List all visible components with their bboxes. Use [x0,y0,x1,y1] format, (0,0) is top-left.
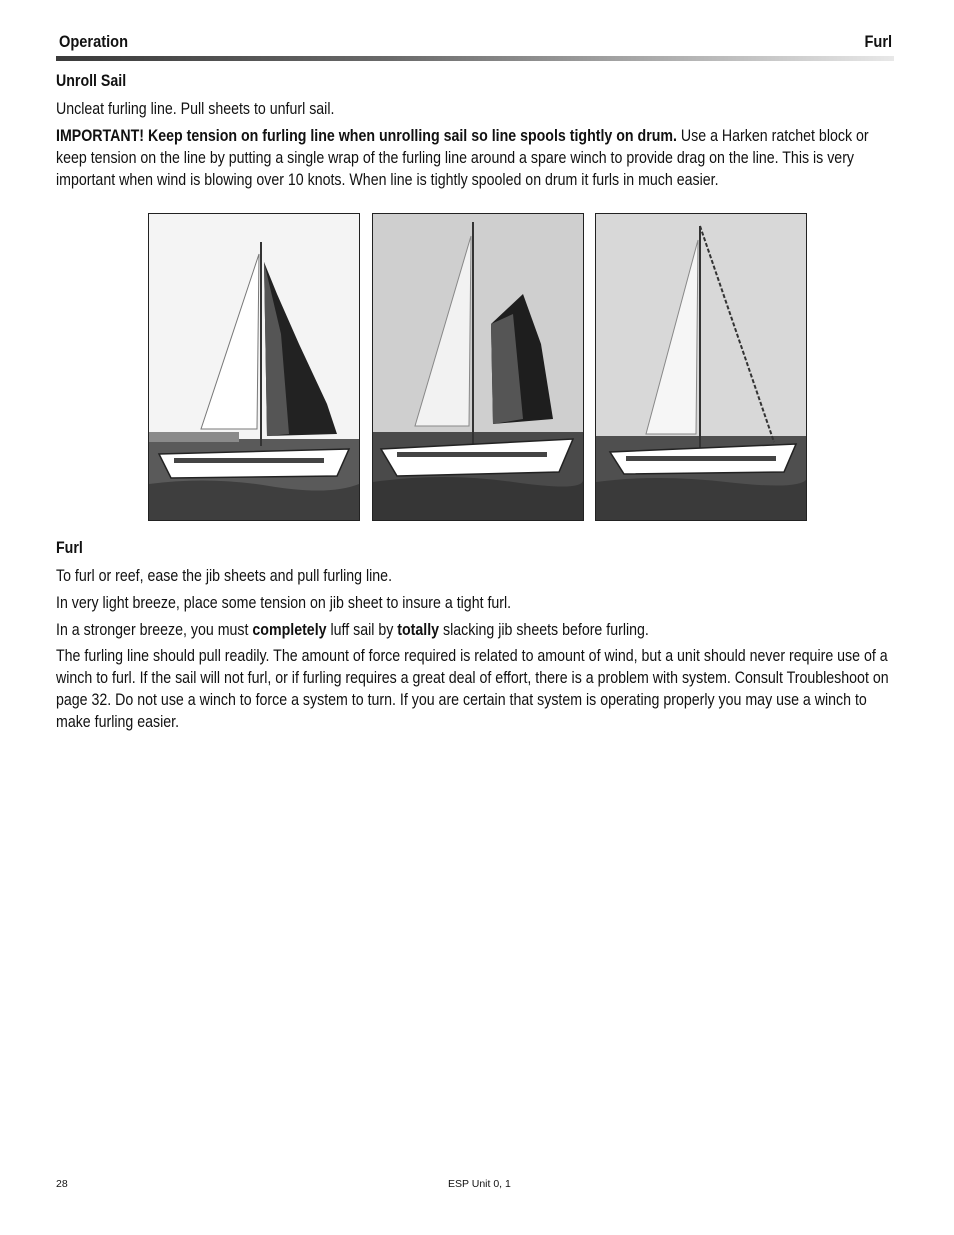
furl-heading: Furl [56,539,83,557]
unroll-section [56,72,894,91]
furl-p3-text-a: In a stronger breeze, you must [56,621,253,639]
furl-p4-wrap [56,645,894,733]
sailboat-photo-half-furled [372,213,584,521]
header-rule [56,56,894,61]
important-note: IMPORTANT! Keep tension on furling line when unrolling sail so line spools tightly on drum. [56,127,677,145]
unroll-p2-wrap [56,125,894,191]
unroll-heading: Unroll Sail [56,72,127,90]
header-section: Operation [59,32,129,51]
sailboat-photo-strip [148,213,808,521]
emphasis-totally: totally [397,621,440,639]
furl-paragraph-4: The furling line should pull readily. The amount of force required is related to amount of wind, but a unit should never require use of a winch to furl. If the sail will not furl, or if furling requires a great deal of effort, there is a problem with system. Consult Troubleshoot on page 32. Do not use a winch to force a system to turn. If you are certain that system is operating properly you may use a winch to make furling easier. [56,647,889,731]
furl-p1-wrap [56,565,894,587]
sailboat-photo-unrolling [148,213,360,521]
furl-p3-text-c: luff sail by [326,621,398,639]
unroll-paragraph-2 [56,125,890,191]
furl-section [56,539,894,558]
furl-paragraph-1: To furl or reef, ease the jib sheets and pull furling line. [56,567,393,585]
page-number: 28 [56,1178,68,1190]
emphasis-completely: completely [252,621,327,639]
header-topic: Furl [864,32,892,51]
furl-p2-wrap [56,592,894,614]
furl-paragraph-2: In very light breeze, place some tension on jib sheet to insure a tight furl. [56,594,512,612]
unroll-paragraph-1: Uncleat furling line. Pull sheets to unfurl sail. [56,100,335,118]
unroll-p1-wrap [56,98,894,120]
sailboat-photo-furled [595,213,807,521]
footer-doc-id: ESP Unit 0, 1 [448,1178,511,1190]
furl-p3-text-e: slacking jib sheets before furling. [439,621,649,639]
furl-paragraph-3 [56,619,895,641]
furl-p3-wrap [56,619,894,641]
unroll-paragraph-2-rest: Use a Harken ratchet block or keep tension on the line by putting a single wrap of the furling line around a spare winch to provide drag on the line. This is very important when wind is blowing over 10 knots. When line is tightly spooled on drum it furls in much easier. [56,127,869,189]
